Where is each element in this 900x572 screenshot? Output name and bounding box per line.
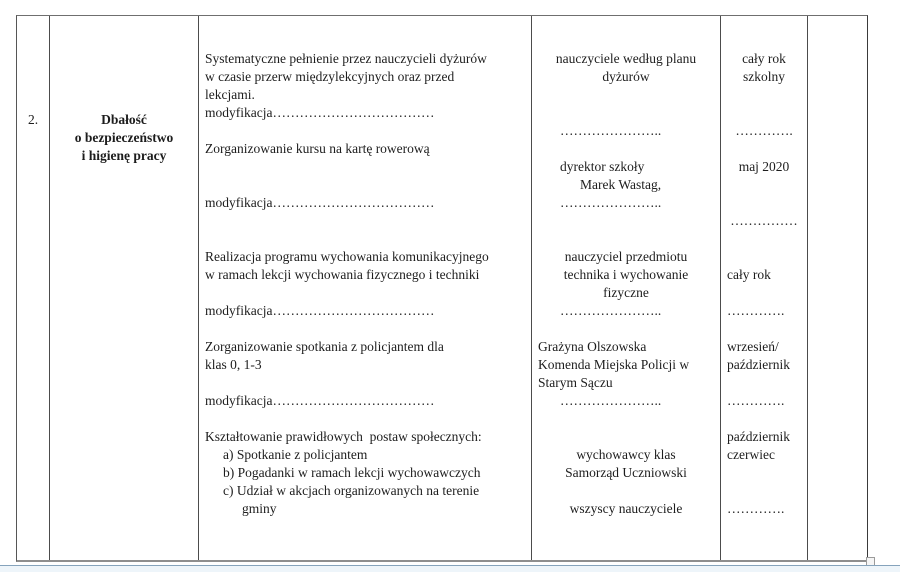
cell-text-line: modyfikacja……………………………… [205, 105, 435, 120]
cell-text-line: Realizacja programu wychowania komunikacyjnego [205, 249, 489, 264]
cell-text-line: maj 2020 [738, 159, 790, 174]
blank-line [727, 410, 801, 428]
cell-text-line: fizyczne [603, 285, 649, 300]
blank-line [538, 104, 714, 122]
cell-text-line: o bezpieczeństwo [74, 130, 174, 145]
cell-text-line: nauczyciel przedmiotu [564, 249, 688, 264]
cell-text-line: lekcjami. [205, 87, 255, 102]
blank-line [205, 284, 525, 302]
blank-line [538, 482, 714, 500]
blank-line [538, 212, 714, 230]
cell-text-line: ………………….. [560, 123, 662, 138]
work-plan-table [16, 15, 868, 562]
blank-line [205, 122, 525, 140]
cell-text-line: c) Udział w akcjach organizowanych na terenie [223, 483, 480, 498]
cell-text-line: dyrektor szkoły [560, 159, 645, 174]
cell-text-line: szkolny [743, 69, 785, 84]
cell-text-line: Komenda Miejska Policji w [538, 357, 690, 372]
blank-line [727, 104, 801, 122]
blank-line [727, 284, 801, 302]
cell-text-line: październik [727, 357, 790, 372]
blank-line [727, 176, 801, 194]
cell-text-line: wychowawcy klas [576, 447, 676, 462]
cell-text-line: Systematyczne pełnienie przez nauczycieli dyżurów [205, 51, 487, 66]
cell-text-line: ………………….. [560, 303, 662, 318]
cell-text-line: w czasie przerw międzylekcyjnych oraz przed [205, 69, 455, 84]
cell-text-line: modyfikacja……………………………… [205, 303, 435, 318]
blank-line [727, 248, 801, 266]
cell-text-line: wrzesień/ [727, 339, 779, 354]
column-tasks[interactable] [199, 16, 532, 560]
cell-text-line: październik [727, 429, 790, 444]
column-notes[interactable] [808, 16, 867, 560]
cell-text-line: czerwiec [727, 447, 775, 462]
cell-text-line: technika i wychowanie [563, 267, 689, 282]
cell-text-line: a) Spotkanie z policjantem [223, 447, 368, 462]
cell-text-line: cały rok [742, 51, 786, 66]
cell-text-line: w ramach lekcji wychowania fizycznego i techniki [205, 267, 480, 282]
blank-line [538, 230, 714, 248]
blank-line [538, 410, 714, 428]
cell-text-line: …………… [730, 213, 798, 228]
blank-line [538, 320, 714, 338]
cell-text-line: ………………….. [560, 195, 662, 210]
blank-line [727, 194, 801, 212]
blank-line [727, 86, 801, 104]
column-responsible[interactable] [532, 16, 721, 560]
cell-text-line: klas 0, 1-3 [205, 357, 262, 372]
column-number[interactable] [17, 16, 50, 560]
column-deadline[interactable] [721, 16, 808, 560]
cell-text-line: Kształtowanie prawidłowych postaw społecznych: [205, 429, 482, 444]
cell-text-line: Dbałość [101, 112, 147, 127]
blank-line [205, 410, 525, 428]
cell-text-line: Grażyna Olszowska [538, 339, 647, 354]
blank-line [538, 428, 714, 446]
cell-text-line: Zorganizowanie spotkania z policjantem dla [205, 339, 444, 354]
blank-line [205, 374, 525, 392]
cell-text-line: modyfikacja……………………………… [205, 393, 435, 408]
cell-text-line: Samorząd Uczniowski [565, 465, 687, 480]
blank-line [538, 140, 714, 158]
blank-line [727, 374, 801, 392]
cell-text-line: Zorganizowanie kursu na kartę rowerową [205, 141, 430, 156]
blank-line [538, 86, 714, 104]
cell-text-line: …………. [735, 123, 793, 138]
cell-text-line: gminy [242, 501, 277, 516]
cell-text-line: …………. [727, 303, 785, 318]
blank-line [205, 230, 525, 248]
cell-text-line: i higienę pracy [81, 148, 167, 163]
cell-text-line: wszyscy nauczyciele [569, 501, 683, 516]
window-status-strip [0, 565, 900, 572]
cell-text-line: dyżurów [602, 69, 650, 84]
cell-text-line: …………. [727, 501, 785, 516]
cell-text-line: cały rok [727, 267, 771, 282]
cell-text-line: Starym Sączu [538, 375, 613, 390]
blank-line [727, 230, 801, 248]
blank-line [727, 140, 801, 158]
blank-line [205, 176, 525, 194]
cell-text-line: Marek Wastag, [580, 177, 662, 192]
cell-text-line: nauczyciele według planu [555, 51, 697, 66]
column-category[interactable] [50, 16, 199, 560]
blank-line [205, 320, 525, 338]
cell-text-line: b) Pogadanki w ramach lekcji wychowawczych [223, 465, 481, 480]
blank-line [727, 464, 801, 482]
blank-line [727, 320, 801, 338]
blank-line [205, 212, 525, 230]
blank-line [727, 482, 801, 500]
cell-text-line: ………………….. [560, 393, 662, 408]
cell-text-line: modyfikacja……………………………… [205, 195, 435, 210]
blank-line [205, 158, 525, 176]
cell-text-line: …………. [727, 393, 785, 408]
cell-text-line: 2. [27, 112, 39, 127]
